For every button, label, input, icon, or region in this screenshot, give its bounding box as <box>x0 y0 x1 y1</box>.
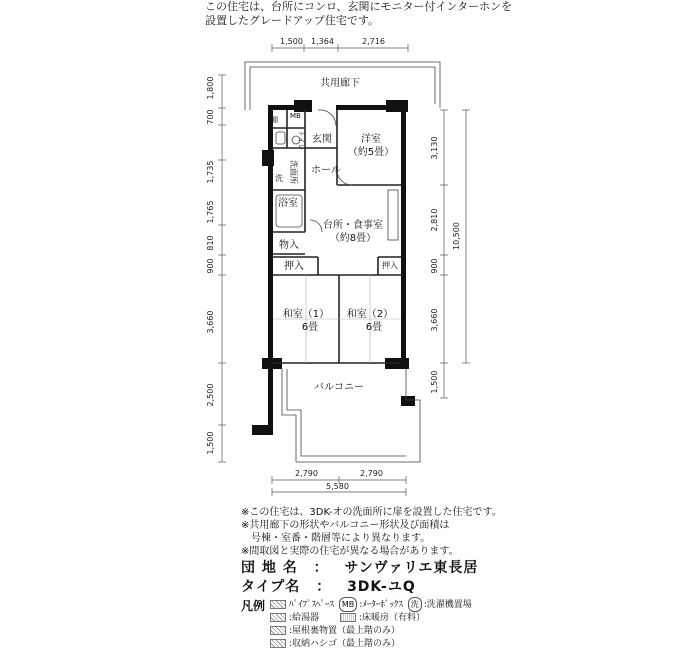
dim-left-8: 2,500 <box>206 383 215 407</box>
dim-top-1: 1,500 <box>280 37 303 46</box>
type-name-row <box>241 576 416 596</box>
dim-right-2: 2,810 <box>430 208 439 232</box>
dim-bottom-total: 5,580 <box>326 482 349 491</box>
dim-right-1: 3,130 <box>430 136 439 160</box>
dim-bottom-2: 2,790 <box>360 469 383 478</box>
legend-ladder: :収納ハシゴ（最上階のみ） <box>289 639 401 649</box>
label-bath: 浴室 <box>278 198 298 209</box>
dim-right-5: 1,500 <box>430 370 439 394</box>
note-3: 号棟・室番・階層等により異なります。 <box>241 533 431 544</box>
dim-left-9: 1,500 <box>206 431 215 455</box>
legend-row-3 <box>270 625 472 638</box>
label-washroom: 洗面所 <box>289 160 298 184</box>
complex-name-row <box>241 557 478 577</box>
complex-value: サンヴァリエ東長居 <box>344 560 479 576</box>
complex-label: 団 地 名 <box>241 560 298 576</box>
dim-left-2: 700 <box>206 109 215 125</box>
label-oshiire-right: 押入 <box>382 261 398 270</box>
notes <box>241 506 502 558</box>
label-storage-small: 棚 <box>271 116 278 124</box>
dim-left-7: 3,660 <box>206 310 215 334</box>
note-1: ※この住宅は、3DK-オの洗面所に扉を設置した住宅です。 <box>241 507 502 518</box>
dim-bottom-1: 2,790 <box>295 469 318 478</box>
legend-title: 凡例 <box>241 599 266 613</box>
legend-water-heater: :給湯器 <box>289 613 320 623</box>
label-closet-storage: 物入 <box>279 240 299 251</box>
dim-right-total: 10,500 <box>452 222 461 250</box>
legend-row-4 <box>270 638 472 651</box>
room-corridor: 共用廊下 <box>320 78 360 89</box>
note-2: ※共用廊下の形状やバルコニー形状及び面積は <box>241 520 450 531</box>
dim-left-1: 1,800 <box>206 76 215 100</box>
dim-left-4: 1,765 <box>206 200 215 224</box>
water-heater-swatch <box>270 613 286 622</box>
label-kitchen-size: （約8畳） <box>329 233 377 244</box>
dim-right-3: 900 <box>430 258 439 274</box>
floor-heating-swatch <box>340 613 356 622</box>
right-dimension <box>440 110 470 398</box>
label-western-room-size: （約5畳） <box>347 147 395 158</box>
label-japanese-1: 和室（1） <box>282 309 330 320</box>
legend-washer: :洗濯機置場 <box>423 600 472 610</box>
label-oshiire-left: 押入 <box>284 261 304 272</box>
legend-attic-storage: :屋根裏物置（最上階のみ） <box>289 626 401 636</box>
label-kitchen: 台所・食事室 <box>323 220 383 231</box>
left-dimension <box>218 75 226 462</box>
attic-storage-swatch <box>270 626 286 635</box>
legend-mb: :ﾒｰﾀｰﾎﾞｯｸｽ <box>359 600 403 610</box>
washer-badge: 洗 <box>408 597 422 612</box>
legend-row-2 <box>270 612 472 625</box>
label-japanese-2: 和室（2） <box>346 309 394 320</box>
dim-top-3: 2,716 <box>362 37 385 46</box>
label-toilet: トイレ <box>297 130 305 151</box>
dim-left-6: 900 <box>206 258 215 274</box>
type-value: 3DK-ユQ <box>347 579 416 595</box>
label-mb: MB <box>290 112 301 120</box>
label-western-room: 洋室 <box>361 134 381 145</box>
complex-sep: ： <box>313 560 329 576</box>
note-4: ※間取図と実際の住宅が異なる場合があります。 <box>241 546 459 557</box>
intro-text: この住宅は、台所にコンロ、玄関にモニター付インターホンを 設置したグレードアップ住宅です。 <box>205 0 513 27</box>
label-japanese-1-size: 6畳 <box>301 322 319 333</box>
type-label: タイプ名 <box>241 579 301 595</box>
label-washer: 洗 <box>275 174 283 183</box>
legend-floor-heating: :床暖房（有料） <box>358 613 425 623</box>
legend-pipe-space: ﾊﾟｲﾌﾟｽﾍﾟｰｽ <box>289 600 335 610</box>
ladder-swatch <box>270 639 286 648</box>
label-balcony: バルコニー <box>314 382 364 393</box>
pipe-space-swatch <box>270 600 286 609</box>
dim-left-3: 1,735 <box>206 160 215 184</box>
dim-right-4: 3,660 <box>430 308 439 332</box>
mb-badge: MB <box>339 597 357 612</box>
label-japanese-2-size: 6畳 <box>365 322 383 333</box>
label-entrance: 玄関 <box>312 134 332 145</box>
legend-row-1 <box>270 597 472 612</box>
label-hall: ホール <box>311 165 341 176</box>
dim-left-5: 810 <box>206 235 215 251</box>
legend <box>270 597 472 651</box>
dim-top-2: 1,364 <box>311 37 334 46</box>
type-sep: ： <box>316 579 332 595</box>
